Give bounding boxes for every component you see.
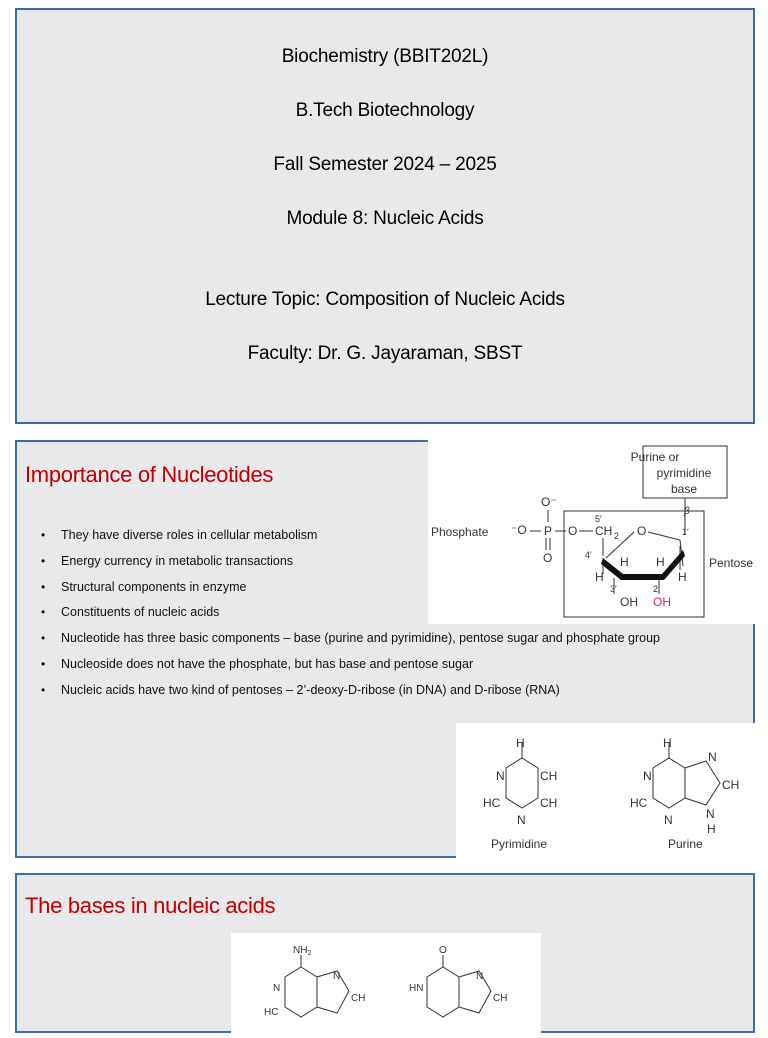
course-title: Biochemistry (BBIT202L) (281, 46, 489, 67)
title-slide (15, 8, 755, 424)
semester: Fall Semester 2024 – 2025 (273, 154, 497, 175)
list-item: • Nucleotide has three basic components – base (purine and pyrimidine), pentose sugar and phosphate group (41, 629, 660, 655)
list-item: • They have diverse roles in cellular metabolism (41, 526, 660, 552)
base-box-line: pyrimidine (656, 466, 712, 480)
slide-heading: Importance of Nucleotides (25, 462, 274, 487)
nucleobases-figure (231, 933, 541, 1033)
bases-slide (15, 873, 755, 1033)
nucleotides-slide (15, 440, 755, 858)
base-box-line: Purine or (630, 450, 680, 464)
svg-text:2: 2 (614, 531, 620, 541)
svg-text:N: N (517, 813, 526, 827)
pyrimidine-label: Pyrimidine (491, 837, 548, 851)
svg-text:H: H (595, 570, 604, 584)
svg-text:N: N (643, 769, 652, 783)
svg-text:2′: 2′ (653, 584, 660, 594)
list-item: • Constituents of nucleic acids (41, 603, 660, 629)
svg-text:H: H (620, 555, 629, 569)
svg-text:5′: 5′ (595, 514, 602, 524)
oxo-label: O (439, 945, 447, 956)
svg-text:N: N (476, 971, 484, 982)
hydroxyl-3-label: OH (620, 595, 638, 609)
svg-text:H: H (656, 555, 665, 569)
list-item: • Nucleic acids have two kind of pentoses – 2’-deoxy-D-ribose (in DNA) and D-ribose (RNA) (41, 681, 660, 707)
svg-text:N: N (664, 813, 673, 827)
svg-text:HC: HC (264, 1007, 279, 1018)
svg-text:H: H (663, 736, 672, 750)
svg-text:CH: CH (493, 993, 508, 1004)
svg-text:N: N (273, 983, 281, 994)
nucleobases-diagram (231, 933, 541, 1033)
slide-heading: The bases in nucleic acids (25, 893, 276, 918)
list-item: • Nucleoside does not have the phosphate, but has base and pentose sugar (41, 655, 660, 681)
phosphate-label: Phosphate (431, 525, 489, 539)
svg-text:3′: 3′ (610, 584, 617, 594)
nucleotide-structure-figure (428, 436, 759, 624)
svg-text:β: β (684, 506, 690, 517)
svg-text:H: H (707, 822, 716, 836)
svg-text:HC: HC (630, 796, 648, 810)
svg-text:4′: 4′ (585, 550, 592, 560)
svg-text:N: N (706, 807, 715, 821)
list-item: • Structural components in enzyme (41, 578, 660, 604)
svg-text:CH: CH (540, 769, 558, 783)
svg-text:N: N (496, 769, 505, 783)
svg-text:P: P (544, 524, 553, 538)
program-name: B.Tech Biotechnology (295, 100, 475, 121)
svg-text:HC: HC (483, 796, 501, 810)
svg-text:O⁻: O⁻ (541, 495, 557, 509)
svg-text:HN: HN (409, 983, 424, 994)
bases-structure-figure (456, 723, 759, 860)
purine-label: Purine (668, 837, 703, 851)
lecture-topic: Lecture Topic: Composition of Nucleic Acids (205, 289, 565, 310)
amine-label: $NH_2$ (293, 945, 312, 957)
svg-text:O: O (637, 524, 647, 538)
base-box-line: base (670, 482, 698, 496)
module-title: Module 8: Nucleic Acids (286, 208, 484, 229)
pyrimidine-purine-diagram (456, 723, 759, 860)
svg-text:CH: CH (722, 778, 740, 792)
svg-text:CH: CH (540, 796, 558, 810)
svg-text:CH: CH (351, 993, 366, 1004)
svg-text:H: H (516, 736, 525, 750)
svg-text:N: N (708, 750, 717, 764)
svg-text:N: N (333, 971, 341, 982)
nucleotide-structure-diagram (428, 436, 759, 624)
pentose-label: Pentose (709, 556, 754, 570)
svg-text:O: O (568, 524, 578, 538)
svg-text:⁻O: ⁻O (511, 523, 527, 537)
faculty: Faculty: Dr. G. Jayaraman, SBST (247, 343, 523, 364)
list-item: • Energy currency in metabolic transactions (41, 552, 660, 578)
hydroxyl-2-label: OH (653, 595, 671, 609)
svg-text:CH: CH (595, 524, 613, 538)
svg-text:1′: 1′ (682, 527, 689, 537)
svg-text:H: H (678, 570, 687, 584)
svg-text:O: O (543, 551, 553, 565)
